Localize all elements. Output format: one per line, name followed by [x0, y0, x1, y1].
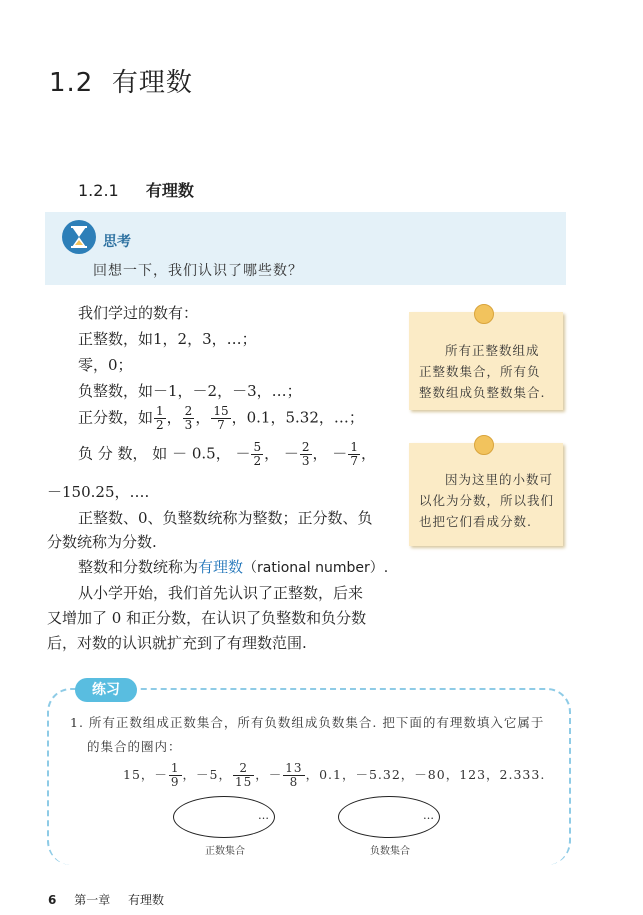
note-2-text: 因为这里的小数可 以化为分数，所以我们 也把它们看成分数.	[419, 472, 555, 529]
margin-note-1	[409, 312, 563, 410]
ellipsis: …	[258, 809, 269, 822]
paragraph-2	[78, 556, 388, 577]
note-1-text: 所有正整数组成 正整数集合，所有负 整数组成负整数集合.	[419, 343, 546, 400]
section-name: 有理数	[111, 68, 193, 98]
negative-integers-line: 负整数，如－1，－2，－3，…；	[78, 382, 302, 400]
subsection-name: 有理数	[145, 181, 194, 200]
fraction: $\frac{13}{8}$	[285, 761, 303, 789]
paragraph-3-line-2: 又增加了 0 和正分数，在认识了负整数和负分数	[47, 609, 367, 627]
think-box	[45, 212, 566, 285]
subsection-title	[78, 178, 194, 201]
negative-set-ellipse[interactable]	[338, 796, 440, 838]
section-title	[49, 62, 193, 99]
negative-set-label: 负数集合	[370, 846, 410, 857]
positive-integers-line: 正整数，如1，2，3，…；	[78, 330, 257, 348]
negative-fractions-tail: －150.25，….	[47, 483, 150, 501]
fraction: $\frac{2}{3}$	[184, 404, 193, 432]
exercise-label: 练习	[75, 678, 137, 702]
fraction: $\frac{15}{7}$	[213, 404, 229, 432]
fraction: $\frac{2}{15}$	[235, 761, 253, 789]
pin-icon	[474, 435, 494, 455]
exercise-question-line-2: 的集合的圈内：	[87, 739, 182, 754]
think-question: 回想一下，我们认识了哪些数？	[93, 263, 303, 279]
subsection-number: 1.2.1	[78, 181, 119, 200]
chapter-number: 第一章	[74, 893, 111, 907]
fraction: $\frac{5}{2}$	[253, 440, 262, 468]
positive-fractions-line: 正分数，如 $\frac{1}{2}$ ， $\frac{2}{3}$ ， $\frac{15}{7}$ ，0.1，5.32，…；	[78, 404, 364, 432]
positive-fractions-prefix: 正分数，如	[78, 408, 154, 427]
paragraph-3-line-1: 从小学开始，我们首先认识了正整数，后来	[78, 584, 364, 602]
paragraph-1-line-1: 正整数、0、负整数统称为整数；正分数、负	[78, 509, 373, 527]
paragraph-1-line-2: 分数统称为分数.	[47, 533, 157, 551]
chapter-title: 有理数	[128, 893, 165, 907]
ellipsis: …	[423, 809, 434, 822]
margin-note-2	[409, 443, 563, 546]
paragraph-2-prefix: 整数和分数统称为	[78, 558, 199, 576]
intro-text: 我们学过的数有：	[78, 304, 199, 322]
pin-icon	[474, 304, 494, 324]
zero-line: 零，0；	[78, 356, 133, 374]
fraction: $\frac{1}{2}$	[156, 404, 164, 432]
rational-number-term: 有理数	[198, 558, 244, 576]
negative-fractions-line: 负 分 数， 如 － 0.5， － $\frac{5}{2}$ ， － $\frac{2}{3}$ ， － $\frac{1}{7}$ ，	[78, 440, 376, 468]
positive-set-ellipse[interactable]	[173, 796, 275, 838]
positive-set-label: 正数集合	[205, 846, 245, 857]
paragraph-3-line-3: 后，对数的认识就扩充到了有理数范围.	[47, 634, 307, 652]
section-number: 1.2	[49, 68, 94, 98]
exercise-number-list: 15，－ $\frac{1}{9}$ ，－5， $\frac{2}{15}$ ，－ $\frac{13}{8}$ ，0.1，－5.32，－80，123，2.333.	[123, 761, 546, 789]
paragraph-2-suffix: （rational number）.	[243, 560, 389, 576]
fraction: $\frac{1}{9}$	[170, 761, 180, 789]
positive-fractions-suffix: ，0.1，5.32，…；	[231, 408, 364, 427]
exercise-question-line-1: 1. 所有正数组成正数集合，所有负数组成负数集合. 把下面的有理数填入它属于	[70, 715, 545, 730]
fraction: $\frac{1}{7}$	[350, 440, 358, 468]
fraction: $\frac{2}{3}$	[301, 440, 310, 468]
think-label: 思考	[103, 234, 131, 250]
hourglass-icon	[62, 220, 96, 254]
page-footer	[48, 891, 178, 908]
page-number: 6	[48, 893, 57, 907]
negative-fractions-prefix: 负 分 数， 如 － 0.5， －	[78, 444, 251, 463]
